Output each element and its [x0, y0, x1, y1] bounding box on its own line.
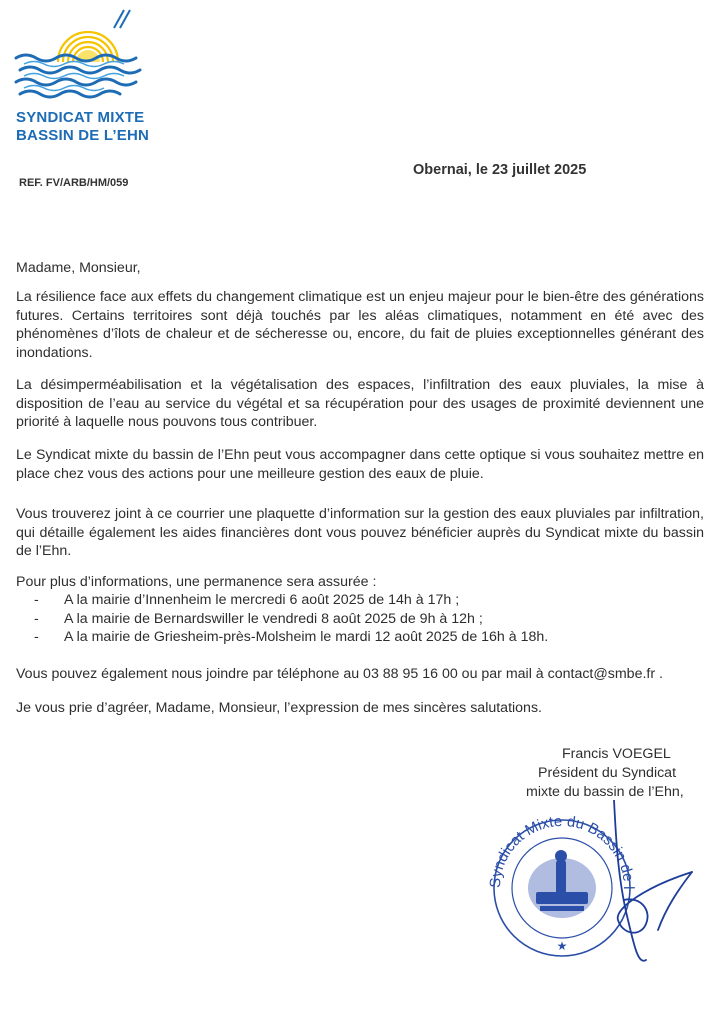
signatory-title-2: mixte du bassin de l’Ehn,: [526, 784, 684, 800]
org-name-line-1: SYNDICAT MIXTE: [16, 109, 145, 126]
list-item-text: A la mairie de Bernardswiller le vendredi 8 août 2025 de 9h à 12h ;: [64, 610, 483, 627]
signatory-name: Francis VOEGEL: [562, 746, 671, 762]
list-item: [34, 610, 694, 629]
list-dash: -: [34, 610, 39, 627]
stamp-text: Syndicat Mixte du Bassin de l: [486, 812, 638, 890]
list-dash: -: [34, 592, 39, 608]
svg-text:★: ★: [556, 939, 568, 953]
place-date: Obernai, le 23 juillet 2025: [413, 162, 587, 178]
paragraph-4: Vous trouverez joint à ce courrier une plaquette d’information sur la gestion des eaux pluviales par infiltration, qui détaille également les aides financières dont vous pouvez bénéficier auprès du Syndicat mixte du bassin de l’Ehn.: [16, 506, 704, 559]
signatory-title-1: Président du Syndicat: [538, 765, 677, 781]
contact-line: Vous pouvez également nous joindre par téléphone au 03 88 95 16 00 ou par mail à contact@smbe.fr .: [16, 666, 663, 682]
closing-formula: Je vous prie d’agréer, Madame, Monsieur, l’expression de mes sincères salutations.: [16, 700, 542, 716]
stamp-seal-icon: [478, 800, 708, 970]
list-item: [34, 591, 694, 610]
list-item-text: A la mairie d’Innenheim le mercredi 6 août 2025 de 14h à 17h ;: [64, 592, 460, 608]
reference-number: REF. FV/ARB/HM/059: [19, 177, 129, 189]
paragraph-2: La désimperméabilisation et la végétalisation des espaces, l’infiltration des eaux pluviales, la mise à disposition de l’eau au service du végétal et sa récupération pour des usages de proximité deviennent une priorité à laquelle nous pouvons tous contribuer.: [16, 377, 704, 430]
paragraph-5: Pour plus d’informations, une permanence sera assurée :: [16, 574, 377, 590]
org-name-line-2: BASSIN DE L’EHN: [16, 127, 150, 144]
list-item-text: A la mairie de Griesheim-près-Molsheim le mardi 12 août 2025 de 16h à 18h.: [64, 629, 549, 645]
permanence-list: [34, 591, 694, 647]
official-stamp: [478, 800, 708, 970]
sun-waves-logo-icon: [10, 6, 170, 110]
list-item: [34, 628, 694, 647]
paragraph-1: La résilience face aux effets du changement climatique est un enjeu majeur pour le bien-être des générations futures. Certains territoires sont déjà touchés par les aléas climatiques, notamment en été avec des phénomènes d’îlots de chaleur et de sécheresse ou, encore, du fait de pluies exceptionnelles générant des inondations.: [16, 289, 704, 361]
paragraph-3: Le Syndicat mixte du bassin de l’Ehn peut vous accompagner dans cette optique si vous souhaitez mettre en place chez vous des actions pour une meilleure gestion des eaux de pluie.: [16, 447, 704, 482]
greeting: Madame, Monsieur,: [16, 260, 141, 276]
org-logo: [10, 6, 170, 116]
list-dash: -: [34, 629, 39, 645]
